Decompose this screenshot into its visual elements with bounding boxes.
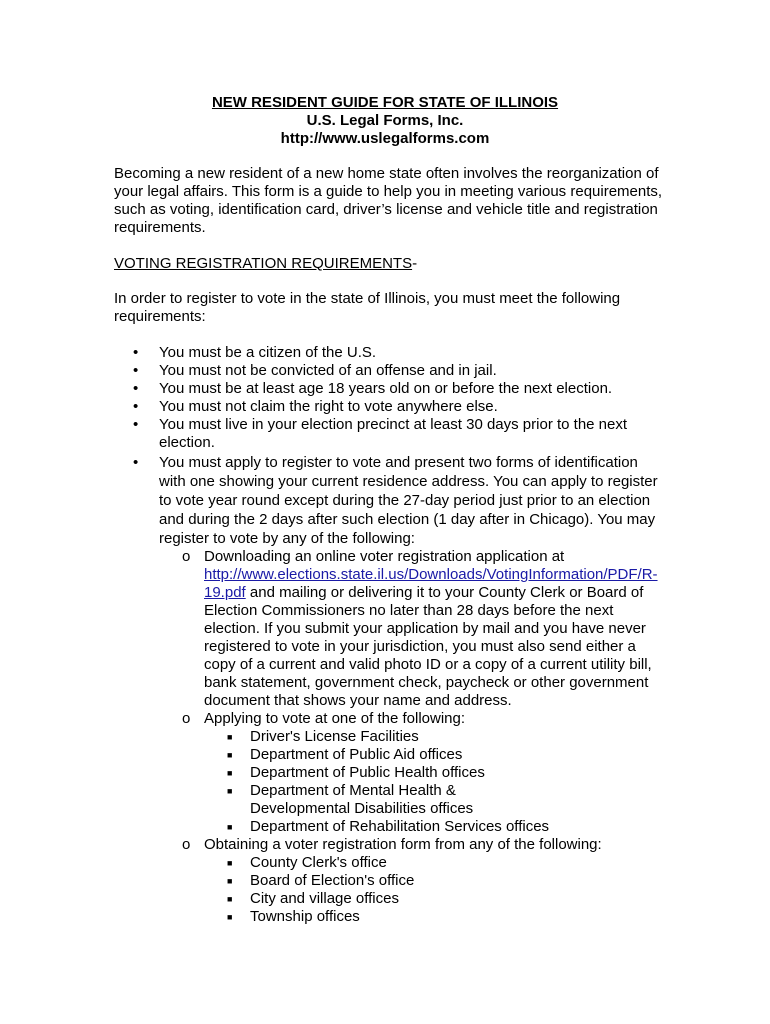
square-bullet-icon: ■ xyxy=(227,732,233,742)
list-item xyxy=(114,453,664,548)
item-text: Board of Election's office xyxy=(250,872,415,889)
list-item xyxy=(114,398,664,416)
requirements-list xyxy=(114,344,664,548)
option-item xyxy=(114,836,664,854)
list-item xyxy=(114,344,664,362)
item-text: and mailing or delivering it to your County Clerk or Board of Election Commissioners no later than 28 days before the next election. If you submit your application by mail and you have never registered to vote in your jurisdiction, you must also send either a copy of a current and valid photo ID or a copy of a current utility bill, bank statement, government check, paycheck or other government document that shows your name and address. xyxy=(204,584,652,709)
bullet-icon: • xyxy=(133,344,139,361)
square-bullet-icon: ■ xyxy=(227,768,233,778)
item-text: Driver's License Facilities xyxy=(250,728,419,745)
bullet-icon: • xyxy=(133,416,139,433)
list-item xyxy=(114,416,664,452)
square-bullet-icon: ■ xyxy=(227,822,233,832)
item-text: Department of Public Aid offices xyxy=(250,746,463,763)
item-text: Applying to vote at one of the following: xyxy=(204,710,466,727)
document-title: NEW RESIDENT GUIDE FOR STATE OF ILLINOIS xyxy=(211,94,559,111)
item-text: Downloading an online voter registration application at xyxy=(204,548,565,565)
sub-item xyxy=(114,872,664,890)
intro-paragraph: Becoming a new resident of a new home state often involves the reorganization of your legal affairs. This form is a guide to help you in meeting various requirements, such as voting, identification card, driver’s license and vehicle title and registration requirements. xyxy=(114,165,663,236)
item-text: You must apply to register to vote and present two forms of identification with one showing your current residence address. You can apply to register to vote year round except during the 27-day period just prior to an election and during the 2 days after such election (1 day after in Chicago). You may register to vote by any of the following: xyxy=(159,454,658,547)
bullet-icon: • xyxy=(133,398,139,415)
square-bullet-icon: ■ xyxy=(227,750,233,760)
square-bullet-icon: ■ xyxy=(227,912,233,922)
options-list xyxy=(114,548,664,926)
square-bullet-icon: ■ xyxy=(227,894,233,904)
voting-heading-text: VOTING REGISTRATION REQUIREMENTS xyxy=(114,255,413,272)
item-text: You must be at least age 18 years old on or before the next election. xyxy=(159,380,613,397)
list-item xyxy=(114,362,664,380)
sub-item xyxy=(114,782,550,818)
item-text: You must not be convicted of an offense and in jail. xyxy=(159,362,497,379)
sub-item xyxy=(114,764,664,782)
item-text: You must be a citizen of the U.S. xyxy=(159,344,377,361)
list-item xyxy=(114,380,664,398)
voting-lead: In order to register to vote in the state of Illinois, you must meet the following requirements: xyxy=(114,290,621,325)
item-text: Department of Rehabilitation Services offices xyxy=(250,818,550,835)
item-text: Obtaining a voter registration form from any of the following: xyxy=(204,836,602,853)
option-item xyxy=(114,710,664,728)
voting-heading xyxy=(114,255,664,273)
item-text: City and village offices xyxy=(250,890,399,907)
square-bullet-icon: ■ xyxy=(227,876,233,886)
square-bullet-icon: ■ xyxy=(227,858,233,868)
item-text: Department of Public Health offices xyxy=(250,764,485,781)
sub-item xyxy=(114,818,664,836)
item-text: Department of Mental Health & Developmental Disabilities offices xyxy=(250,782,474,817)
sub-item xyxy=(114,908,664,926)
bullet-icon: • xyxy=(133,454,139,471)
sub-item xyxy=(114,890,664,908)
circle-bullet-icon: o xyxy=(182,710,191,727)
option-item xyxy=(114,548,664,710)
company-url: http://www.uslegalforms.com xyxy=(280,130,490,147)
bullet-icon: • xyxy=(133,380,139,397)
bullet-icon: • xyxy=(133,362,139,379)
sub-item xyxy=(114,854,664,872)
item-text: You must live in your election precinct at least 30 days prior to the next election. xyxy=(159,416,628,451)
company-name: U.S. Legal Forms, Inc. xyxy=(306,112,464,129)
item-text: You must not claim the right to vote anywhere else. xyxy=(159,398,498,415)
circle-bullet-icon: o xyxy=(182,836,191,853)
item-text: County Clerk's office xyxy=(250,854,387,871)
voting-heading-suffix: - xyxy=(412,255,418,272)
sub-item xyxy=(114,746,664,764)
registration-form-link[interactable]: http://www.elections.state.il.us/Downloads/VotingInformation/PDF/R-19.pdf xyxy=(204,566,658,601)
square-bullet-icon: ■ xyxy=(227,786,233,796)
sub-item xyxy=(114,728,664,746)
item-text: Township offices xyxy=(250,908,360,925)
circle-bullet-icon: o xyxy=(182,548,191,565)
